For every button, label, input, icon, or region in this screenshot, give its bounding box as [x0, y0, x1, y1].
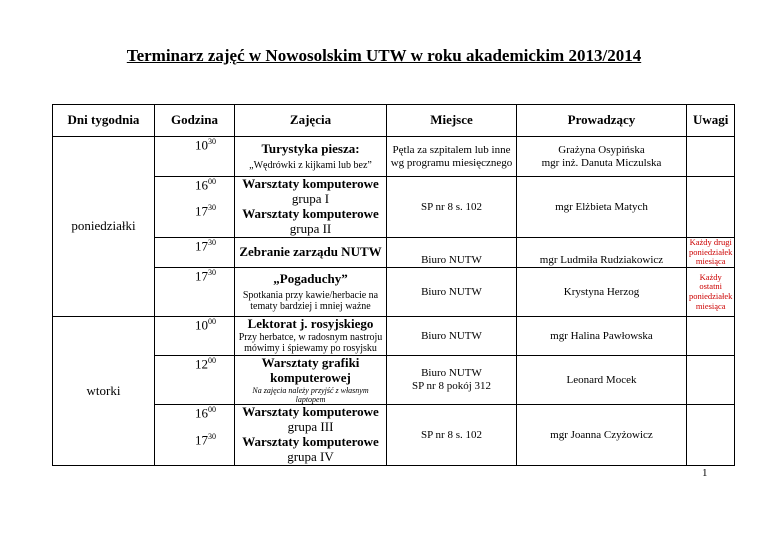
- time-cell: $10^{00}$: [155, 317, 235, 356]
- class-desc: „Wędrówki z kijkami lub bez”: [249, 159, 372, 171]
- class-cell: Lektorat j. rosyjskiego Przy herbatce, w radosnym nastroju mówimy i śpiewamy po rosyjsku: [235, 317, 387, 356]
- notes-cell: Każdy ostatni poniedziałek miesiąca: [687, 268, 735, 317]
- notes-cell: [687, 355, 735, 404]
- notes-cell: [687, 177, 735, 238]
- place-cell: SP nr 8 s. 102: [387, 177, 517, 238]
- place-cell: Pętla za szpitalem lub inne wg programu miesięcznego: [387, 137, 517, 177]
- notes-cell: Każdy drugi poniedziałek miesiąca: [687, 237, 735, 267]
- table-row: [53, 268, 735, 317]
- leader-cell: mgr Halina Pawłowska: [517, 317, 687, 356]
- header-time: Godzina: [155, 105, 235, 137]
- table-row: [53, 137, 735, 177]
- table-row: [53, 355, 735, 404]
- day-tuesday: wtorki: [53, 317, 155, 466]
- table-row: [53, 237, 735, 267]
- time-cell: $12^{00}$: [155, 355, 235, 404]
- header-place: Miejsce: [387, 105, 517, 137]
- page-number: 1: [702, 467, 708, 479]
- place-cell: SP nr 8 s. 102: [387, 405, 517, 466]
- day-monday: poniedziałki: [53, 137, 155, 317]
- time-cell: $10^{30}$: [155, 137, 235, 177]
- leader-cell: Grażyna Osypińska mgr inż. Danuta Miczulska: [517, 137, 687, 177]
- class-cell: Warsztaty grafiki komputerowej Na zajęcia należy przyjść z własnym laptopem: [235, 355, 387, 404]
- class-cell: „Pogaduchy” Spotkania przy kawie/herbacie na tematy bardziej i mniej ważne: [235, 268, 387, 317]
- class-cell: Warsztaty komputerowe grupa III Warsztaty komputerowe grupa IV: [235, 405, 387, 466]
- place-cell: Biuro NUTW: [387, 317, 517, 356]
- schedule-table: [52, 104, 735, 466]
- header-class: Zajęcia: [235, 105, 387, 137]
- leader-cell: Krystyna Herzog: [517, 268, 687, 317]
- time-cell: $16^{00}$ $17^{30}$: [155, 405, 235, 466]
- table-row: [53, 405, 735, 466]
- header-day: Dni tygodnia: [53, 105, 155, 137]
- leader-cell: mgr Elżbieta Matych: [517, 177, 687, 238]
- time-cell: $16^{00}$ $17^{30}$: [155, 177, 235, 238]
- leader-cell: mgr Joanna Czyżowicz: [517, 405, 687, 466]
- place-cell: Biuro NUTW: [387, 268, 517, 317]
- time-cell: $17^{30}$: [155, 268, 235, 317]
- header-leader: Prowadzący: [517, 105, 687, 137]
- header-notes: Uwagi: [687, 105, 735, 137]
- document-title: Terminarz zajęć w Nowosolskim UTW w roku akademickim 2013/2014: [126, 46, 642, 65]
- notes-cell: [687, 137, 735, 177]
- leader-cell: Leonard Mocek: [517, 355, 687, 404]
- table-row: [53, 177, 735, 238]
- notes-cell: [687, 317, 735, 356]
- leader-cell: mgr Ludmiła Rudziakowicz: [517, 237, 687, 267]
- place-cell: Biuro NUTW: [387, 237, 517, 267]
- time-cell: $17^{30}$: [155, 237, 235, 267]
- place-cell: Biuro NUTW SP nr 8 pokój 312: [387, 355, 517, 404]
- class-cell: Zebranie zarządu NUTW: [235, 237, 387, 267]
- class-cell: [235, 137, 387, 177]
- class-cell: Warsztaty komputerowe grupa I Warsztaty komputerowe grupa II: [235, 177, 387, 238]
- class-title: Turystyka piesza:: [261, 140, 360, 156]
- table-row: [53, 317, 735, 356]
- header-row: [53, 105, 735, 137]
- notes-cell: [687, 405, 735, 466]
